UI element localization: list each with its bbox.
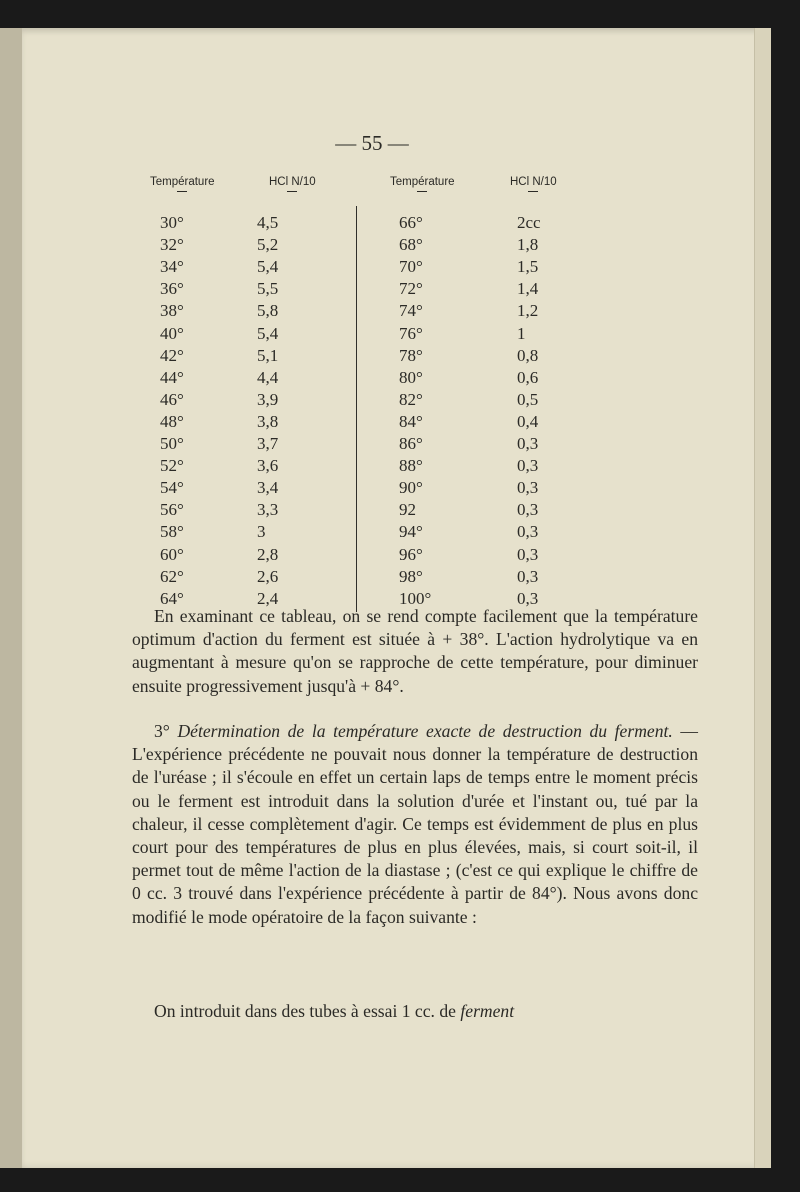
temperature-cell: 70° [399,257,423,277]
hcl-value-cell: 0,3 [517,544,539,564]
temperature-cell: 54° [160,478,184,498]
temperature-cell: 90° [399,478,423,498]
paragraph-1 [132,605,698,698]
temperature-cell: 34° [160,257,184,277]
hcl-value-cell: 0,3 [517,478,539,498]
paragraph-2-text: — L'expérience précédente ne pouvait nous donner la température de destruction de l'uréase ; il s'écoule en effet un certain laps de temps entre le moment précis ou le ferment est introduit dans la solution d'urée et l'instant ou, tué par la chaleur, il cesse complètement d'agir. Ce temps est évidemment de plus en plus court pour des températures de plus en plus élevées, mais, si court soit-il, il permet tout de même l'action de la diastase ; (c'est ce qui explique le chiffre de 0 cc. 3 trouvé dans l'expérience précédente à partir de 84°). Nous avons donc modifié le mode opératoire de la façon suivante : [132,721,698,927]
section-number: 3° [154,721,170,741]
hcl-value-cell: 1 [517,323,526,343]
temperature-cell: 94° [399,522,423,542]
temperature-cell: 86° [399,434,423,453]
paragraph-3-text: On introduit dans des tubes à essai 1 cc. de [154,1001,456,1021]
left-page-edge [0,28,24,1168]
hcl-value-cell: 3,6 [257,456,279,476]
temperature-cell: 72° [399,279,423,299]
temperature-cell: 48° [160,411,184,431]
hcl-value-cell: 5,4 [257,257,279,277]
temperature-cell: 36° [160,279,184,299]
header-dash [417,191,427,192]
paragraph-3 [132,1000,698,1023]
temperature-cell: 38° [160,301,184,321]
temperature-cell: 82° [399,389,423,409]
right-page-edge [754,28,771,1168]
temperature-cell: 92 [399,500,416,520]
hcl-value-cell: 0,8 [517,345,539,365]
paragraph-1-text: En examinant ce tableau, on se rend compte facilement que la température optimum d'action du ferment est située à + 38°. L'action hydrolytique va en augmentant à mesure qu'on se rapproche de cette température, pour diminuer ensuite progressivement jusqu'à + 84°. [132,606,698,696]
temperature-cell: 40° [160,323,184,343]
temperature-cell: 96° [399,544,423,564]
hcl-value-cell: 3,7 [257,434,279,453]
temperature-cell: 68° [399,235,423,255]
temperature-cell: 84° [399,411,423,431]
header-label: HCl N/10 [269,176,316,188]
hcl-value-cell: 5,5 [257,279,279,299]
hcl-value-cell: 2,4 [257,588,279,608]
hcl-value-cell: 3,4 [257,478,279,498]
temperature-cell: 74° [399,301,423,321]
hcl-value-cell: 2cc [517,213,541,232]
hcl-value-cell: 3,8 [257,411,279,431]
header-hcl-left [269,176,316,192]
header-dash [177,191,187,192]
temperature-cell: 60° [160,544,184,564]
temperature-cell: 30° [160,213,184,232]
temperature-cell: 64° [160,588,184,608]
temperature-cell: 76° [399,323,423,343]
header-dash [287,191,297,192]
paragraph-3-italic: ferment [460,1001,515,1021]
hcl-value-cell: 0,5 [517,389,539,409]
hcl-value-cell: 4,5 [257,213,279,232]
hcl-value-cell: 5,8 [257,301,279,321]
hcl-value-cell: 0,3 [517,434,539,453]
temperature-cell: 32° [160,235,184,255]
temperature-cell: 50° [160,434,184,453]
temperature-cell: 88° [399,456,423,476]
temperature-cell: 44° [160,367,184,387]
hcl-value-cell: 3 [257,522,266,542]
paragraph-2 [132,720,698,929]
book-page [22,28,770,1168]
header-label: Température [150,176,215,188]
header-temperature-right [390,176,455,192]
hcl-value-cell: 2,8 [257,544,279,564]
temperature-cell: 100° [399,588,432,608]
hcl-value-cell: 0,3 [517,566,539,586]
hcl-value-cell: 0,3 [517,456,539,476]
hcl-value-cell: 3,3 [257,500,279,520]
hcl-value-cell: 1,8 [517,235,539,255]
header-dash [528,191,538,192]
header-label: HCl N/10 [510,176,557,188]
table-column-divider [356,206,357,612]
section-heading: Détermination de la température exacte de destruction du ferment. [177,721,673,741]
hcl-value-cell: 2,6 [257,566,279,586]
header-label: Température [390,176,455,188]
header-hcl-right [510,176,557,192]
temperature-cell: 62° [160,566,184,586]
temperature-cell: 58° [160,522,184,542]
hcl-value-cell: 4,4 [257,367,279,387]
temperature-cell: 46° [160,389,184,409]
temperature-cell: 66° [399,213,423,232]
temperature-cell: 78° [399,345,423,365]
hcl-value-cell: 1,5 [517,257,539,277]
hcl-value-cell: 1,2 [517,301,539,321]
temperature-cell: 52° [160,456,184,476]
hcl-value-cell: 0,3 [517,522,539,542]
hcl-value-cell: 0,4 [517,411,539,431]
header-temperature-left [150,176,215,192]
hcl-value-cell: 3,9 [257,389,279,409]
temperature-cell: 80° [399,367,423,387]
hcl-value-cell: 0,3 [517,588,539,608]
hcl-value-cell: 1,4 [517,279,539,299]
hcl-value-cell: 5,4 [257,323,279,343]
hcl-value-cell: 5,1 [257,345,279,365]
temperature-cell: 42° [160,345,184,365]
hcl-value-cell: 0,6 [517,367,539,387]
hcl-value-cell: 5,2 [257,235,279,255]
temperature-cell: 56° [160,500,184,520]
hcl-value-cell: 0,3 [517,500,539,520]
page-number: — 55 — [335,131,409,155]
temperature-cell: 98° [399,566,423,586]
